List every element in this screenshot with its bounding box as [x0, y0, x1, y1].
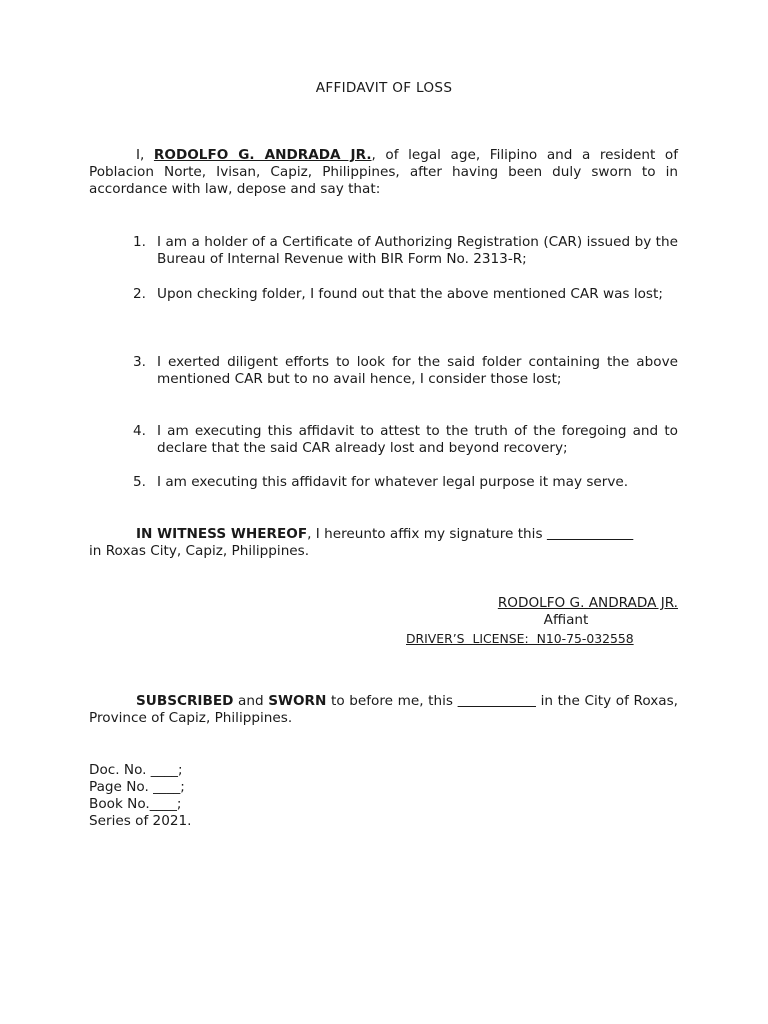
list-item-number: 1. [133, 234, 146, 250]
affiant-name-signature: RODOLFO G. ANDRADA JR. [497, 595, 678, 611]
list-item [133, 286, 678, 303]
series-year: Series of 2021. [89, 813, 192, 829]
list-item-text: I am executing this affidavit to attest to the truth of the foregoing and to declare that the said CAR already lost and beyond recovery; [157, 423, 678, 457]
list-item-number: 4. [133, 423, 146, 439]
list-item-number: 2. [133, 286, 146, 302]
date-blank [547, 526, 633, 542]
intro-lead: I, [136, 147, 154, 163]
document-title: AFFIDAVIT OF LOSS [315, 80, 453, 96]
list-item-number: 3. [133, 354, 146, 370]
drivers-license: DRIVER’S LICENSE: N10-75-032558 [406, 631, 634, 646]
list-item-text: I exerted diligent efforts to look for the said folder containing the above mentioned CAR but to no avail hence, I consider those lost; [157, 354, 678, 388]
witness-location: in Roxas City, Capiz, Philippines. [89, 543, 310, 560]
witness-heading: IN WITNESS WHEREOF [136, 526, 308, 542]
doc-number: Doc. No. ____; [89, 762, 183, 778]
affiant-role: Affiant [543, 612, 589, 628]
page-number: Page No. ____; [89, 779, 185, 795]
list-item [133, 474, 678, 491]
sworn-bold: SWORN [268, 693, 327, 709]
intro-paragraph [89, 147, 678, 199]
subscribed-text: to before me, this [326, 693, 458, 709]
subscribed-paragraph [89, 693, 678, 727]
subscribed-location: in the City of Roxas, Province of Capiz, Philippines. [89, 693, 678, 727]
list-item [133, 354, 678, 388]
subscribed-date-blank [458, 693, 536, 709]
witness-paragraph [89, 526, 678, 560]
book-number: Book No.____; [89, 796, 182, 812]
intro-rest: , of legal age, Filipino and a resident of Poblacion Norte, Ivisan, Capiz, Philippines, after having been duly sworn to in accordance with law, depose and say that: [89, 147, 679, 198]
subscribed-bold: SUBSCRIBED [136, 693, 234, 709]
list-item [133, 234, 678, 268]
witness-text: , I hereunto affix my signature this [307, 526, 543, 542]
list-item-text: I am executing this affidavit for whatever legal purpose it may serve. [157, 474, 629, 490]
list-item-number: 5. [133, 474, 146, 490]
affiant-name-intro: RODOLFO G. ANDRADA JR. [153, 147, 372, 163]
subscribed-and: and [233, 693, 269, 709]
list-item-text: Upon checking folder, I found out that the above mentioned CAR was lost; [157, 286, 663, 302]
list-item-text: I am a holder of a Certificate of Authorizing Registration (CAR) issued by the Bureau of Internal Revenue with BIR Form No. 2313-R; [157, 234, 678, 268]
list-item [133, 423, 678, 457]
